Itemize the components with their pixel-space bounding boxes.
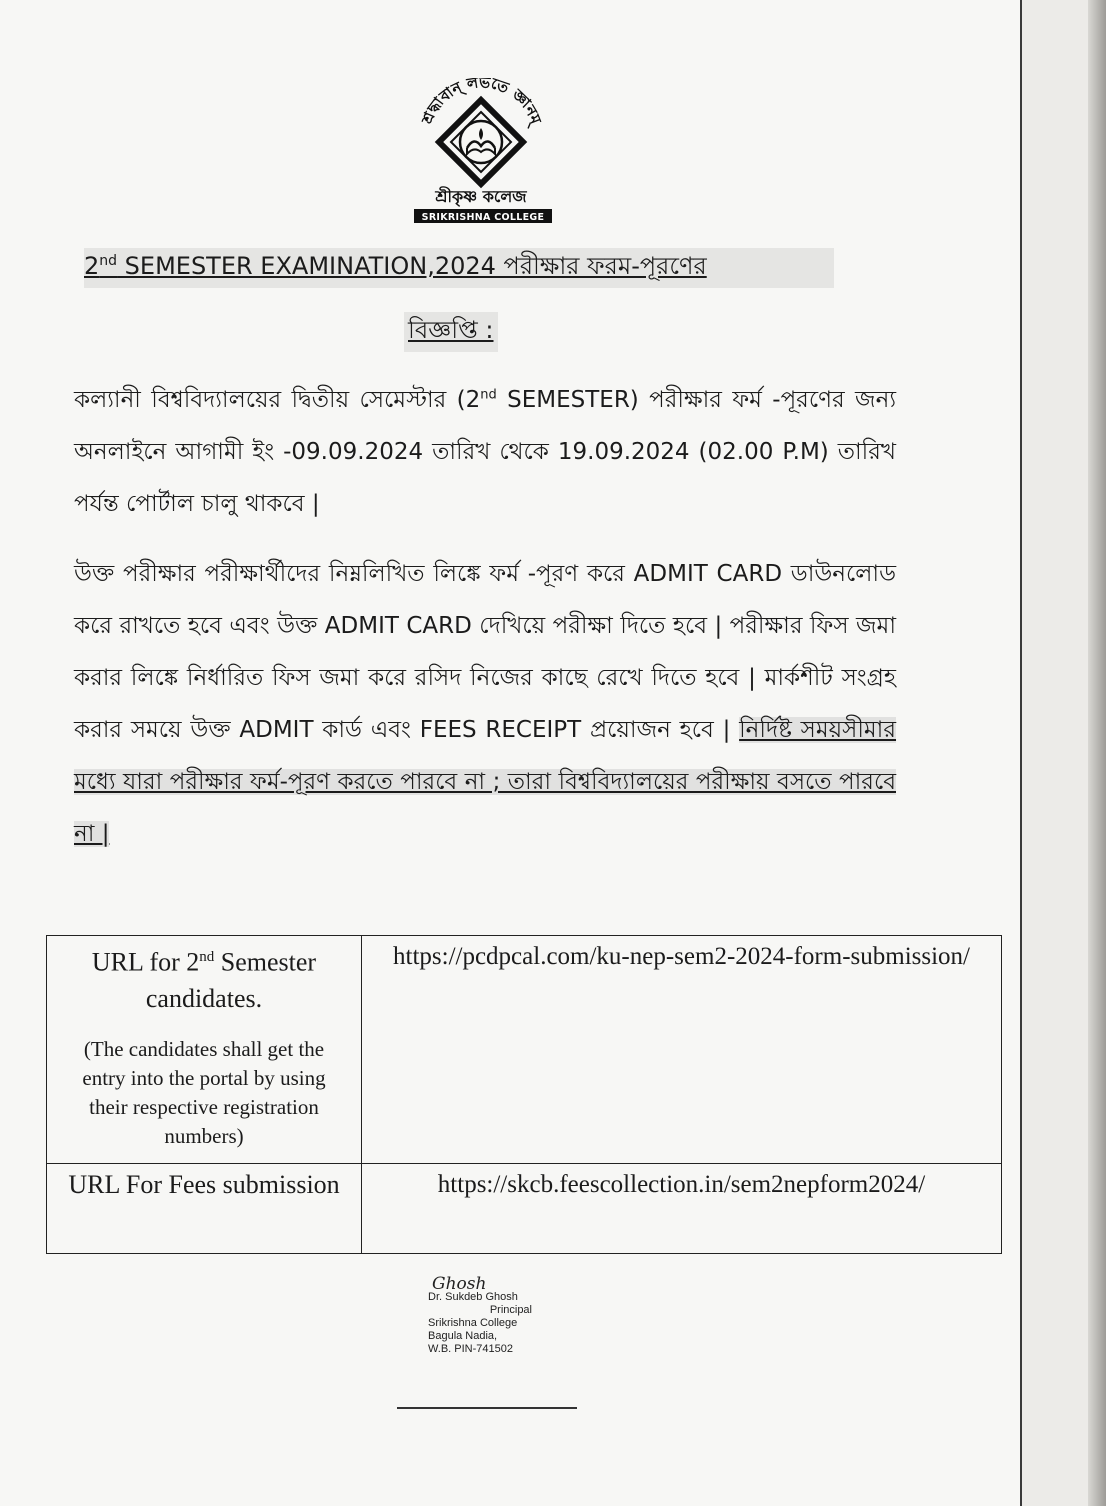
semester-form-url-link[interactable]: https://pcdpcal.com/ku-nep-sem2-2024-form-submission/: [393, 943, 970, 970]
divider: [397, 1407, 577, 1409]
title-ordinal: 2: [84, 252, 100, 280]
logo-college-english: SRIKRISHNA COLLEGE: [421, 212, 545, 223]
signature-scribble: Ghosh: [432, 1274, 487, 1294]
table-cell-url: [362, 936, 1002, 1164]
signatory-pin: W.B. PIN-741502: [428, 1343, 513, 1355]
signatory-place: Bagula Nadia,: [428, 1330, 498, 1342]
logo-motto: শ্রদ্ধাবান্ লভতে জ্ঞানম্: [418, 78, 545, 127]
background-surface: [1088, 0, 1106, 1506]
table-cell-label: [47, 1164, 362, 1254]
notice-paragraph-instructions: [74, 548, 896, 860]
paragraph2-warning: নির্দিষ্ট সময়সীমার মধ্যে যারা পরীক্ষার ফর্ম-পূরণ করতে পারবে না ; তারা বিশ্ববিদ্যালয়ের পরীক্ষায় বসতে পারবে না |: [74, 717, 897, 847]
college-logo: [404, 78, 559, 228]
signatory-designation: Principal: [489, 1304, 532, 1316]
fees-url-link[interactable]: https://skcb.feescollection.in/sem2nepform2024/: [437, 1171, 926, 1198]
paragraph1-part1: কল্যানী বিশ্ববিদ্যালয়ের দ্বিতীয় সেমেস্টার (2: [74, 387, 481, 413]
fees-url-label: URL For Fees submission: [68, 1170, 340, 1199]
paragraph1-sup: nd: [480, 387, 497, 403]
logo-college-bengali: শ্রীকৃষ্ণ কলেজ: [435, 187, 527, 206]
title-ordinal-suffix: nd: [99, 253, 118, 269]
semester-url-note: (The candidates shall get the entry into the portal by using their respective registration numbers): [82, 1036, 326, 1148]
links-table: [46, 935, 1002, 1254]
signatory-college: Srikrishna College: [428, 1317, 518, 1329]
paragraph1-part2: SEMESTER) পরীক্ষার ফর্ম -পূরণের জন্য অনলাইনে আগামী ইং -09.09.2024 তারিখ থেকে 19.09.2024 (02.00 P.M) তারিখ পর্যন্ত পোর্টাল চালু থাকবে |: [74, 387, 896, 517]
notice-title: [84, 248, 834, 288]
table-cell-url: [362, 1164, 1002, 1254]
notice-subtitle: বিজ্ঞপ্তি :: [404, 312, 498, 352]
principal-signature-stamp: [428, 1274, 568, 1356]
semester-url-label: URL for 2nd Semester candidates.: [91, 947, 317, 1013]
page-edge: [1020, 0, 1022, 1506]
table-row: [47, 936, 1002, 1164]
table-cell-label: [47, 936, 362, 1164]
paragraph2-normal: উক্ত পরীক্ষার পরীক্ষার্থীদের নিম্নলিখিত লিঙ্কে ফর্ম -পূরণ করে ADMIT CARD ডাউনলোড করে রাখতে হবে এবং উক্ত ADMIT CARD দেখিয়ে পরীক্ষা দিতে হবে | পরীক্ষার ফিস জমা করার লিঙ্কে নির্ধারিত ফিস জমা করে রসিদ নিজের কাছে রেখে দিতে হবে | মার্কশীট সংগ্রহ করার সময়ে উক্ত ADMIT কার্ড এবং FEES RECEIPT প্রয়োজন হবে |: [74, 561, 896, 743]
notice-paragraph-schedule: [74, 374, 896, 530]
signatory-name: Dr. Sukdeb Ghosh: [428, 1291, 518, 1303]
table-row: [47, 1164, 1002, 1254]
title-text: SEMESTER EXAMINATION,2024 পরীক্ষার ফরম-পূরণের: [117, 252, 707, 280]
